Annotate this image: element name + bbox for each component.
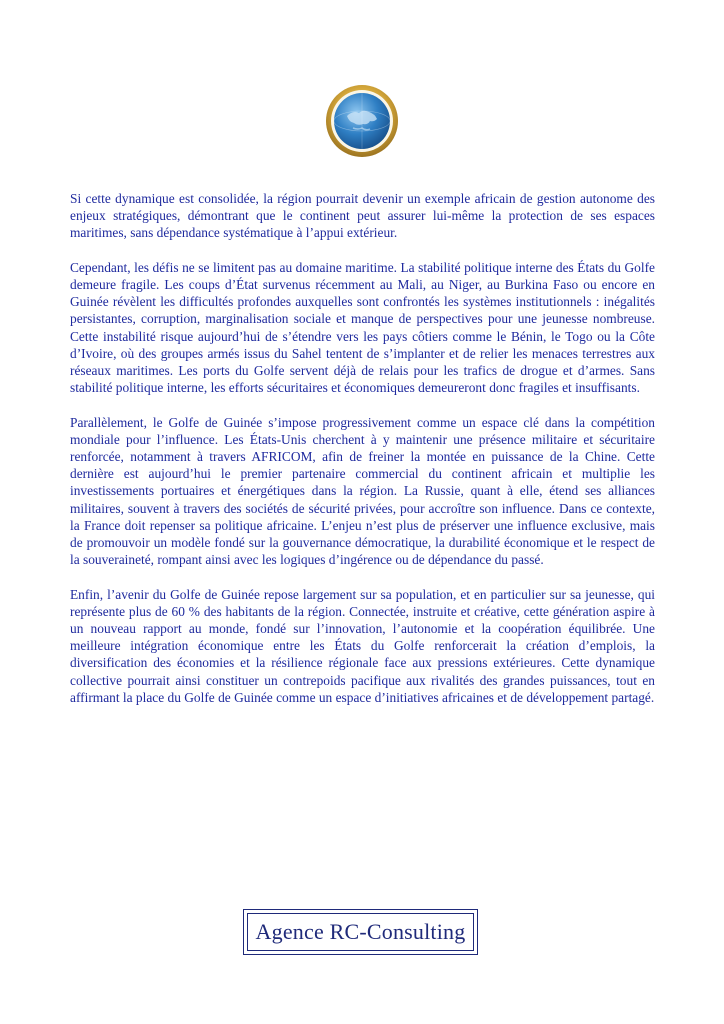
paragraph: Enfin, l’avenir du Golfe de Guinée repose largement sur sa population, et en particulier sur sa jeunesse, qui représente plus de 60 % des habitants de la région. Connectée, instruite et créative, cette génération aspire à un nouveau rapport au monde, fondé sur l’innovation, l’autonomie et la coopération équilibrée. Une meilleure intégration économique entre les États du Golfe renforcerait la création d’emplois, la diversification des économies et la résilience régionale face aux pressions extérieures. Cette dynamique collective pourrait ainsi constituer un contrepoids pacifique aux rivalités des grandes puissances, tout en affirmant la place du Golfe de Guinée comme un espace d’initiatives africaines et de développement partagé.: [70, 586, 655, 705]
paragraph: Cependant, les défis ne se limitent pas au domaine maritime. La stabilité politique interne des États du Golfe demeure fragile. Les coups d’État survenus récemment au Mali, au Niger, au Burkina Faso ou encore en Guinée révèlent les difficultés profondes auxquelles sont confrontés les systèmes institutionnels : inégalités persistantes, corruption, marginalisation sociale et manque de perspectives pour une jeunesse nombreuse. Cette instabilité risque aujourd’hui de s’étendre vers les pays côtiers comme le Bénin, le Togo ou la Côte d’Ivoire, où des groupes armés issus du Sahel tentent de s’implanter et de relier les menaces terrestres aux réseaux maritimes. Les ports du Golfe servent déjà de relais pour les trafics de drogue et d’armes. Sans stabilité politique interne, les efforts sécuritaires et économiques demeureront donc fragiles et insuffisants.: [70, 259, 655, 396]
logo-emblem: [325, 84, 399, 158]
article-body: [70, 190, 655, 723]
globe-icon: [325, 84, 399, 158]
paragraph: Parallèlement, le Golfe de Guinée s’impose progressivement comme un espace clé dans la compétition mondiale pour l’influence. Les États-Unis cherchent à y maintenir une présence militaire et sécuritaire renforcée, notamment à travers AFRICOM, afin de freiner la montée en puissance de la Chine. Cette dernière est aujourd’hui le premier partenaire commercial du continent africain et multiplie les investissements portuaires et énergétiques dans la région. La Russie, quant à elle, étend ses alliances militaires, souvent à travers des sociétés de sécurité privées, pour accroître son influence. Dans ce contexte, la France doit repenser sa politique africaine. L’enjeu n’est plus de préserver une influence exclusive, mais de promouvoir un modèle fondé sur la gouvernance démocratique, la durabilité économique et le respect de la souveraineté, rompant ainsi avec les logiques d’ingérence ou de dépendance du passé.: [70, 414, 655, 568]
footer-brand-box: [243, 909, 478, 955]
paragraph: Si cette dynamique est consolidée, la région pourrait devenir un exemple africain de gestion autonome des enjeux stratégiques, démontrant que le continent peut assurer lui-même la protection de ses espaces maritimes, sans dépendance systématique à l’appui extérieur.: [70, 191, 655, 241]
footer-brand-label: Agence RC-Consulting: [247, 913, 474, 951]
